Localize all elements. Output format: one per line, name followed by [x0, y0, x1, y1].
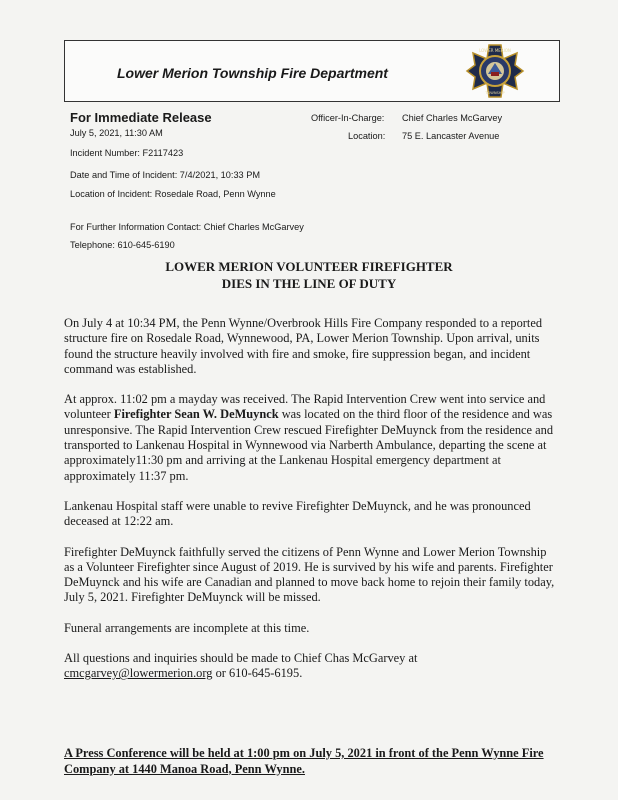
incident-location: Location of Incident: Rosedale Road, Penn Wynne: [70, 189, 276, 199]
paragraph-4: Firefighter DeMuynck faithfully served the citizens of Penn Wynne and Lower Merion Township as a Volunteer Firefighter since August of 2019. He is survived by his wife and parents. Firefighter DeMuynck and his wife are Canadian and planned to move back home to rejoin their family today, July 5, 2021. Firefighter DeMuynck will be missed.: [64, 544, 555, 605]
badge-top-text: LOWER MERION: [479, 48, 511, 53]
badge-bottom-text: TOWNSHIP: [485, 91, 505, 95]
paragraph-6-start: All questions and inquiries should be made to Chief Chas McGarvey at: [64, 651, 418, 666]
headline-line-2: DIES IN THE LINE OF DUTY: [221, 276, 397, 291]
release-date: July 5, 2021, 11:30 AM: [70, 128, 163, 138]
officer-value: Chief Charles McGarvey: [402, 113, 503, 123]
paragraph-6-end: or 610-645-6195.: [212, 666, 303, 681]
fire-department-badge-icon: [465, 43, 525, 99]
headline: [64, 258, 554, 292]
paragraph-2-end: was located on the third floor of the residence and was unresponsive. The Rapid Intervention Crew rescued Firefighter DeMuynck from the residence and transported to Lankenau Hospital in Wynnewood via Narberth Ambulance, departing the scene at approximately11:30 pm and arriving at the Lankenau Hospital emergency department at approximately 11:37 pm.: [64, 407, 554, 483]
department-name: Lower Merion Township Fire Department: [117, 65, 388, 81]
telephone: Telephone: 610-645-6190: [70, 240, 175, 250]
letterhead-box: [64, 40, 560, 102]
headline-line-1: LOWER MERION VOLUNTEER FIREFIGHTER: [165, 259, 453, 274]
paragraph-2: [64, 392, 556, 484]
firefighter-name: Firefighter Sean W. DeMuynck: [113, 407, 279, 422]
incident-number: Incident Number: F2117423: [70, 148, 184, 158]
location-label: Location:: [348, 131, 386, 141]
paragraph-6: [64, 651, 556, 682]
officer-label: Officer-In-Charge:: [311, 113, 385, 123]
paragraph-3: Lankenau Hospital staff were unable to revive Firefighter DeMuynck, and he was pronounced deceased at 12:22 am.: [64, 498, 531, 529]
incident-datetime: Date and Time of Incident: 7/4/2021, 10:33 PM: [70, 170, 260, 180]
email-link[interactable]: cmcgarvey@lowermerion.org: [64, 666, 213, 681]
paragraph-5: Funeral arrangements are incomplete at this time.: [64, 620, 310, 635]
paragraph-1: On July 4 at 10:34 PM, the Penn Wynne/Overbrook Hills Fire Company responded to a reported structure fire on Rosedale Road, Wynnewood, PA, Lower Merion Township. Upon arrival, units found the structure heavily involved with fire and smoke, fire suppression began, and incident command was established.: [64, 316, 543, 376]
press-conference-notice: A Press Conference will be held at 1:00 pm on July 5, 2021 in front of the Penn Wynne Fire Company at 1440 Manoa Road, Penn Wynne.: [64, 746, 544, 776]
paragraph-2-start: At approx. 11:02 pm a mayday was received. The Rapid Intervention Crew went into service and volunteer: [64, 392, 546, 422]
release-title: For Immediate Release: [70, 110, 212, 125]
body-text: [64, 316, 556, 697]
contact-info: For Further Information Contact: Chief Charles McGarvey: [70, 222, 304, 232]
location-value: 75 E. Lancaster Avenue: [402, 131, 500, 141]
